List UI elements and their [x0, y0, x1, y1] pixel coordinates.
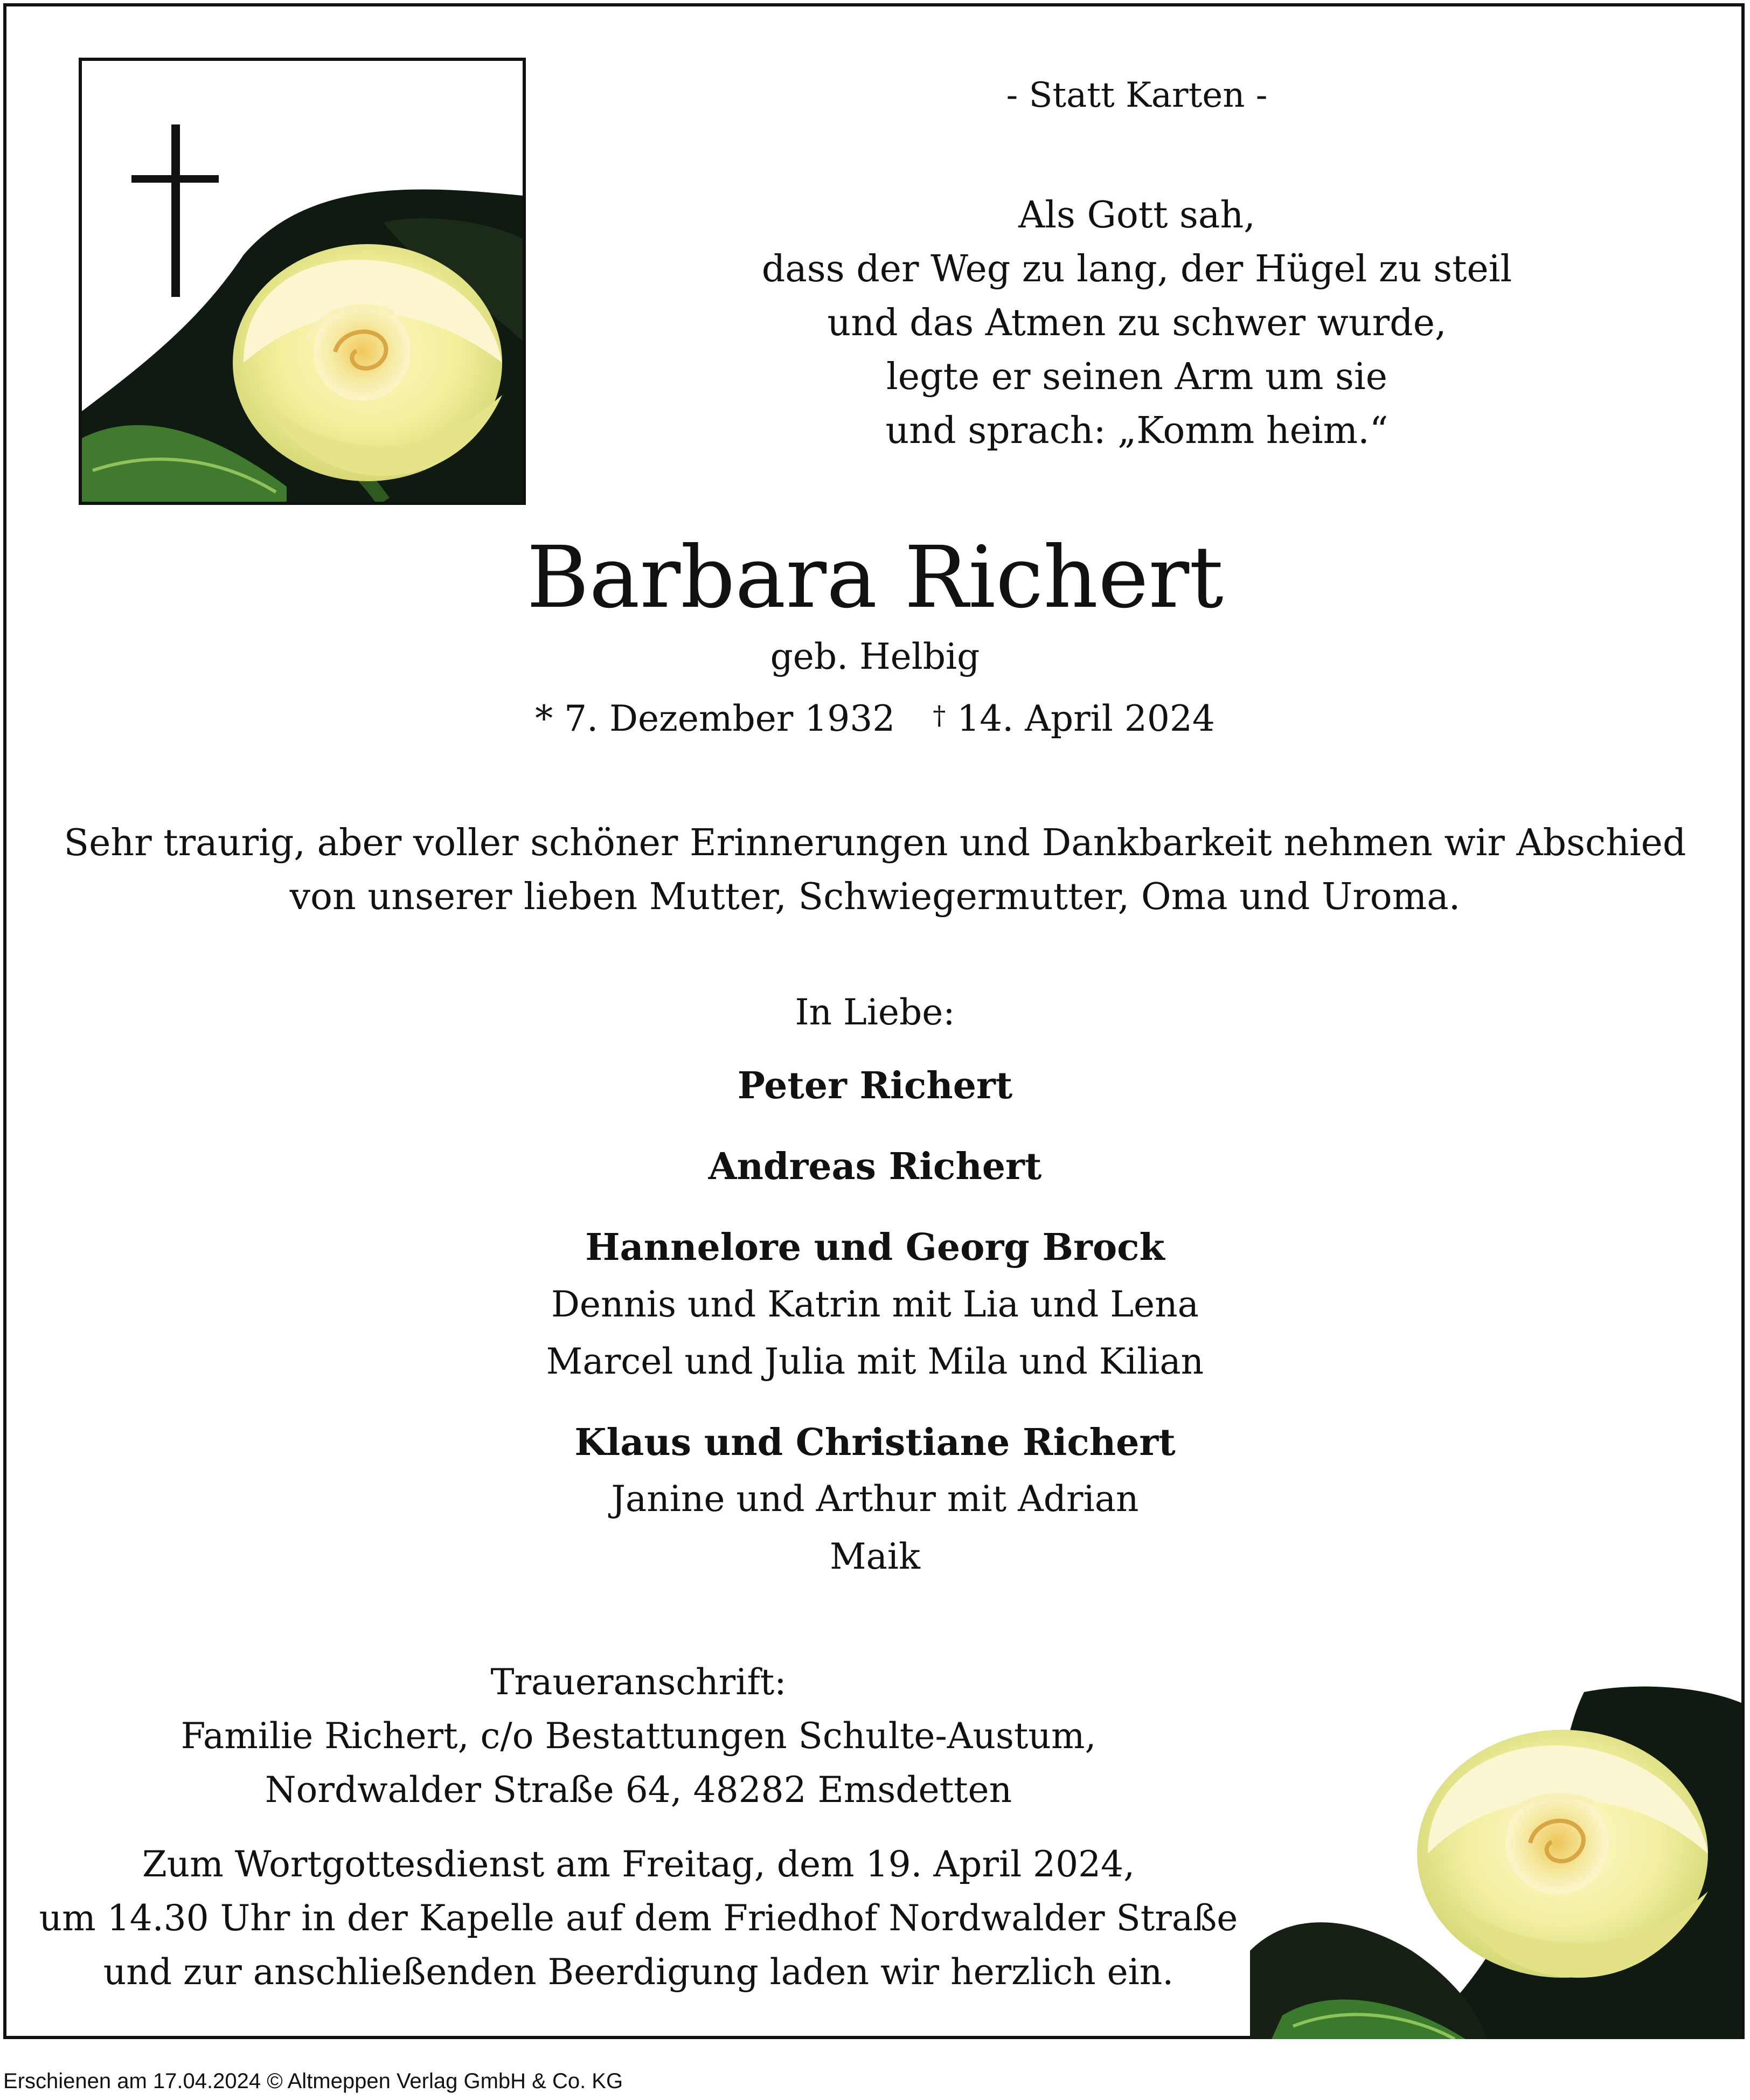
verse: [733, 189, 1541, 458]
address-line: Nordwalder Straße 64, 48282 Emsdetten: [265, 1769, 1012, 1811]
cross-icon: [171, 124, 180, 297]
address-line: Familie Richert, c/o Bestattungen Schulte-Austum,: [180, 1715, 1096, 1757]
life-dates: [0, 698, 1750, 739]
service-line: Zum Wortgottesdienst am Freitag, dem 19. April 2024,: [142, 1843, 1135, 1885]
death-date: 14. April 2024: [957, 698, 1215, 739]
rose-icon: [1250, 1681, 1741, 2039]
verse-line: legte er seinen Arm um sie: [886, 356, 1387, 398]
verse-line: und das Atmen zu schwer wurde,: [827, 302, 1447, 344]
address-block: [0, 1655, 1277, 1817]
verse-line: dass der Weg zu lang, der Hügel zu steil: [761, 248, 1512, 290]
publication-footer: Erschienen am 17.04.2024 © Altmeppen Verlag GmbH & Co. KG: [3, 2069, 623, 2093]
mourner-group-name: Andreas Richert: [708, 1145, 1042, 1188]
mourner-member: Marcel und Julia mit Mila und Kilian: [546, 1341, 1204, 1382]
dagger-icon: †: [933, 701, 946, 731]
intro-line: Sehr traurig, aber voller schöner Erinnerungen und Dankbarkeit nehmen wir Abschied: [64, 822, 1686, 864]
mourner-group-name: Peter Richert: [737, 1064, 1013, 1107]
deceased-name: Barbara Richert: [526, 528, 1224, 627]
verse-line: und sprach: „Komm heim.“: [885, 410, 1388, 452]
mourner-group-name: Klaus und Christiane Richert: [574, 1421, 1176, 1464]
verse-line: Als Gott sah,: [1018, 194, 1255, 237]
birth-date: * 7. Dezember 1932: [535, 698, 895, 739]
cross-rose-image: [79, 58, 526, 505]
mourner-member: Maik: [829, 1536, 921, 1577]
birth-name: geb. Helbig: [770, 636, 980, 677]
address-heading: Traueranschrift:: [490, 1661, 787, 1703]
mourner-group-name: Hannelore und Georg Brock: [585, 1226, 1165, 1269]
rose-decoration: [1250, 1681, 1741, 2039]
service-info: [0, 1838, 1277, 1999]
mourner-member: Dennis und Katrin mit Lia und Lena: [551, 1284, 1199, 1325]
intro-text: [0, 816, 1750, 924]
service-line: und zur anschließenden Beerdigung laden wir herzlich ein.: [103, 1951, 1174, 1993]
mourners-heading: In Liebe:: [795, 992, 955, 1033]
intro-line: von unserer lieben Mutter, Schwiegermutter, Oma und Uroma.: [289, 876, 1461, 918]
service-line: um 14.30 Uhr in der Kapelle auf dem Friedhof Nordwalder Straße: [39, 1897, 1238, 1939]
statt-karten-label: - Statt Karten -: [1006, 75, 1268, 115]
mourner-member: Janine und Arthur mit Adrian: [611, 1478, 1139, 1520]
rose-illustration: [82, 61, 523, 502]
